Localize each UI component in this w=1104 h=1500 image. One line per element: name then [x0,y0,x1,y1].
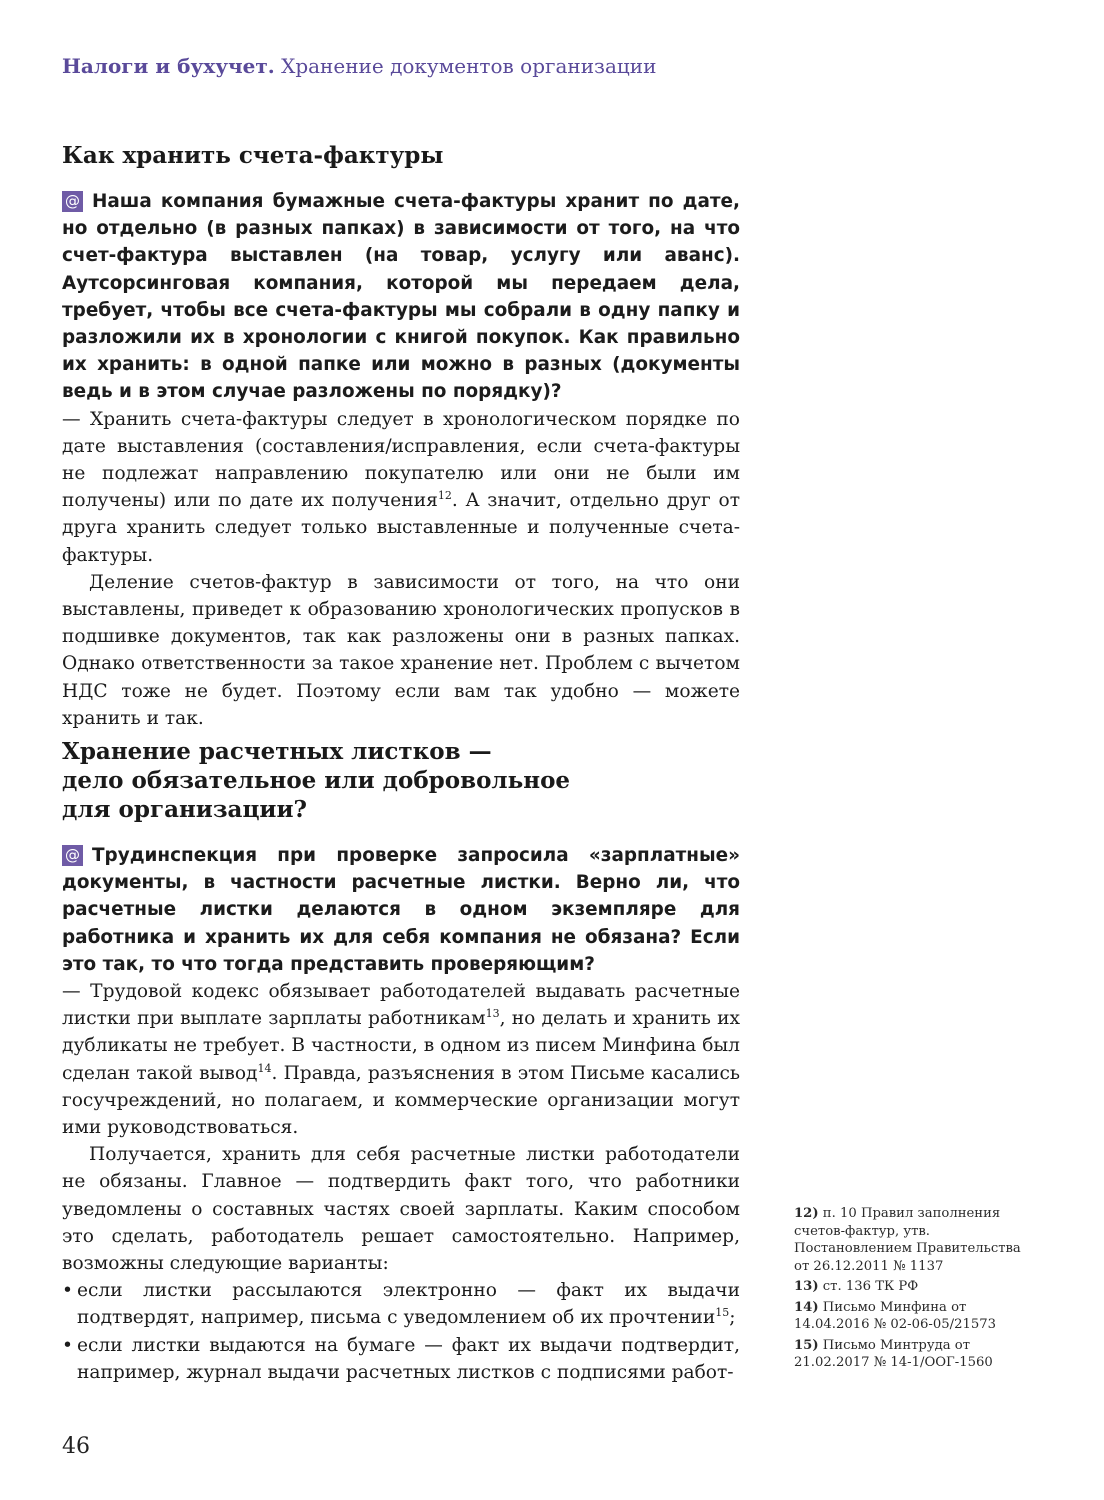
footnote-number: 15) [794,1337,819,1353]
footnote-text: Письмо Минфина от 14.04.2016 № 02-06-05/21573 [794,1299,997,1332]
question-text: Наша компания бумажные счета-фактуры хранит по дате, но отдельно (в разных папках) в зависимости от того, на что счет-фактура выставлен (на товар, услугу или аванс). Аутсорсинговая компания, которой мы передаем дела, требует, чтобы все счета-фактуры мы собрали в одну папку и разложили их в хронологии с книгой покупок. Как правильно их хранить: в одной папке или можно в разных (документы ведь и в этом случае разложены по порядку)? [62,191,740,403]
footnotes [794,1205,1026,1375]
footnote-number: 12) [794,1206,819,1221]
page-number: 46 [62,1434,90,1459]
answer-text-continued: . Правда, разъяснения в этом Письме касались госучреждений, но полагаем, и коммерческие организации могут ими руководствоваться. [62,1062,740,1139]
body-paragraph: Деление счетов-фактур в зависимости от того, на что они выставлены, приведет к образованию хронологических пропусков в подшивке документов, так как разложены они в разных папках. Однако ответственности за такое хранение нет. Проблем с вычетом НДС тоже не будет. Поэтому если вам так удобно — можете хранить и так. [62,571,740,729]
section-payslips [62,737,740,1386]
running-head-title: Хранение документов организации [281,54,657,78]
section-heading-line: Хранение расчетных листков — [62,738,492,765]
question-paragraph [62,188,740,406]
section-heading-line: для организации? [62,796,308,823]
question-at-icon: @ [62,191,83,212]
footnote-text: п. 10 Правил заполнения счетов-фактур, утв. Постановлением Правительства от 26.12.2011 № 1137 [794,1206,1021,1274]
answer-paragraph [62,978,740,1141]
section-invoices [62,141,740,732]
footnote-ref: 14 [257,1061,272,1075]
answer-text: — Хранить счета-фактуры следует в хронологическом порядке по дате выставления (составления/исправления, если счета-фактуры не подлежат направлению покупателю или они не были им получены) или по дате их получения [62,408,740,512]
running-head-section: Налоги и бухучет. [62,54,275,78]
bullet-mark: • [62,1280,73,1302]
answer-text-continued: . А значит, отдельно друг от друга хранить следует только выставленные и полученные счета-фактуры. [62,490,740,566]
running-head [62,54,656,78]
footnote-ref: 15 [715,1306,730,1320]
footnote-text: ст. 136 ТК РФ [822,1279,919,1294]
question-text: Трудинспекция при проверке запросила «зарплатные» документы, в частности расчетные листки. Верно ли, что расчетные листки делаются в одном экземпляре для работника и хранить их для себя компания не обязана? Если это так, то что тогда представить проверяющим? [62,845,740,975]
answer-text: — Трудовой кодекс обязывает работодателей выдавать расчетные листки при выплате зарплаты работникам [62,981,740,1030]
answer-paragraph [62,406,740,569]
footnote [794,1205,1026,1275]
body-paragraph: Получается, хранить для себя расчетные листки работодатели не обязаны. Главное — подтвердить факт того, что работники уведомлены о составных частях своей зарплаты. Каким способом это сделать, работодатель решает самостоятельно. Например, возможны следующие варианты: [62,1144,740,1275]
bullet-list [62,1277,740,1386]
list-item [62,1332,740,1386]
footnote [794,1299,1026,1334]
list-item-text: если листки выдаются на бумаге — факт их выдачи подтвердит, например, журнал выдачи расчетных листков с подписями работ- [77,1334,740,1383]
question-at-icon: @ [62,845,83,866]
footnote-number: 13) [794,1279,819,1294]
list-item-text-end: ; [729,1307,736,1329]
footnote [794,1337,1026,1372]
answer-text-continued: , но делать и хранить их дубликаты не требует. В частности, в одном из писем Минфина был сделан такой вывод [62,1008,741,1084]
footnote-text: Письмо Минтруда от 21.02.2017 № 14-1/ООГ-1560 [794,1337,993,1370]
question-paragraph [62,842,740,978]
list-item-text: если листки рассылаются электронно — факт их выдачи подтвердят, например, письма с уведомлением об их прочтении [77,1280,740,1329]
footnote-number: 14) [794,1299,819,1315]
section-heading [62,737,740,824]
footnote-ref: 13 [485,1007,500,1021]
section-heading: Как хранить счета-фактуры [62,142,444,169]
footnote [794,1278,1026,1296]
footnote-ref: 12 [437,489,452,503]
list-item [62,1277,740,1331]
bullet-mark: • [62,1334,73,1356]
section-heading-line: дело обязательное или добровольное [62,767,571,794]
